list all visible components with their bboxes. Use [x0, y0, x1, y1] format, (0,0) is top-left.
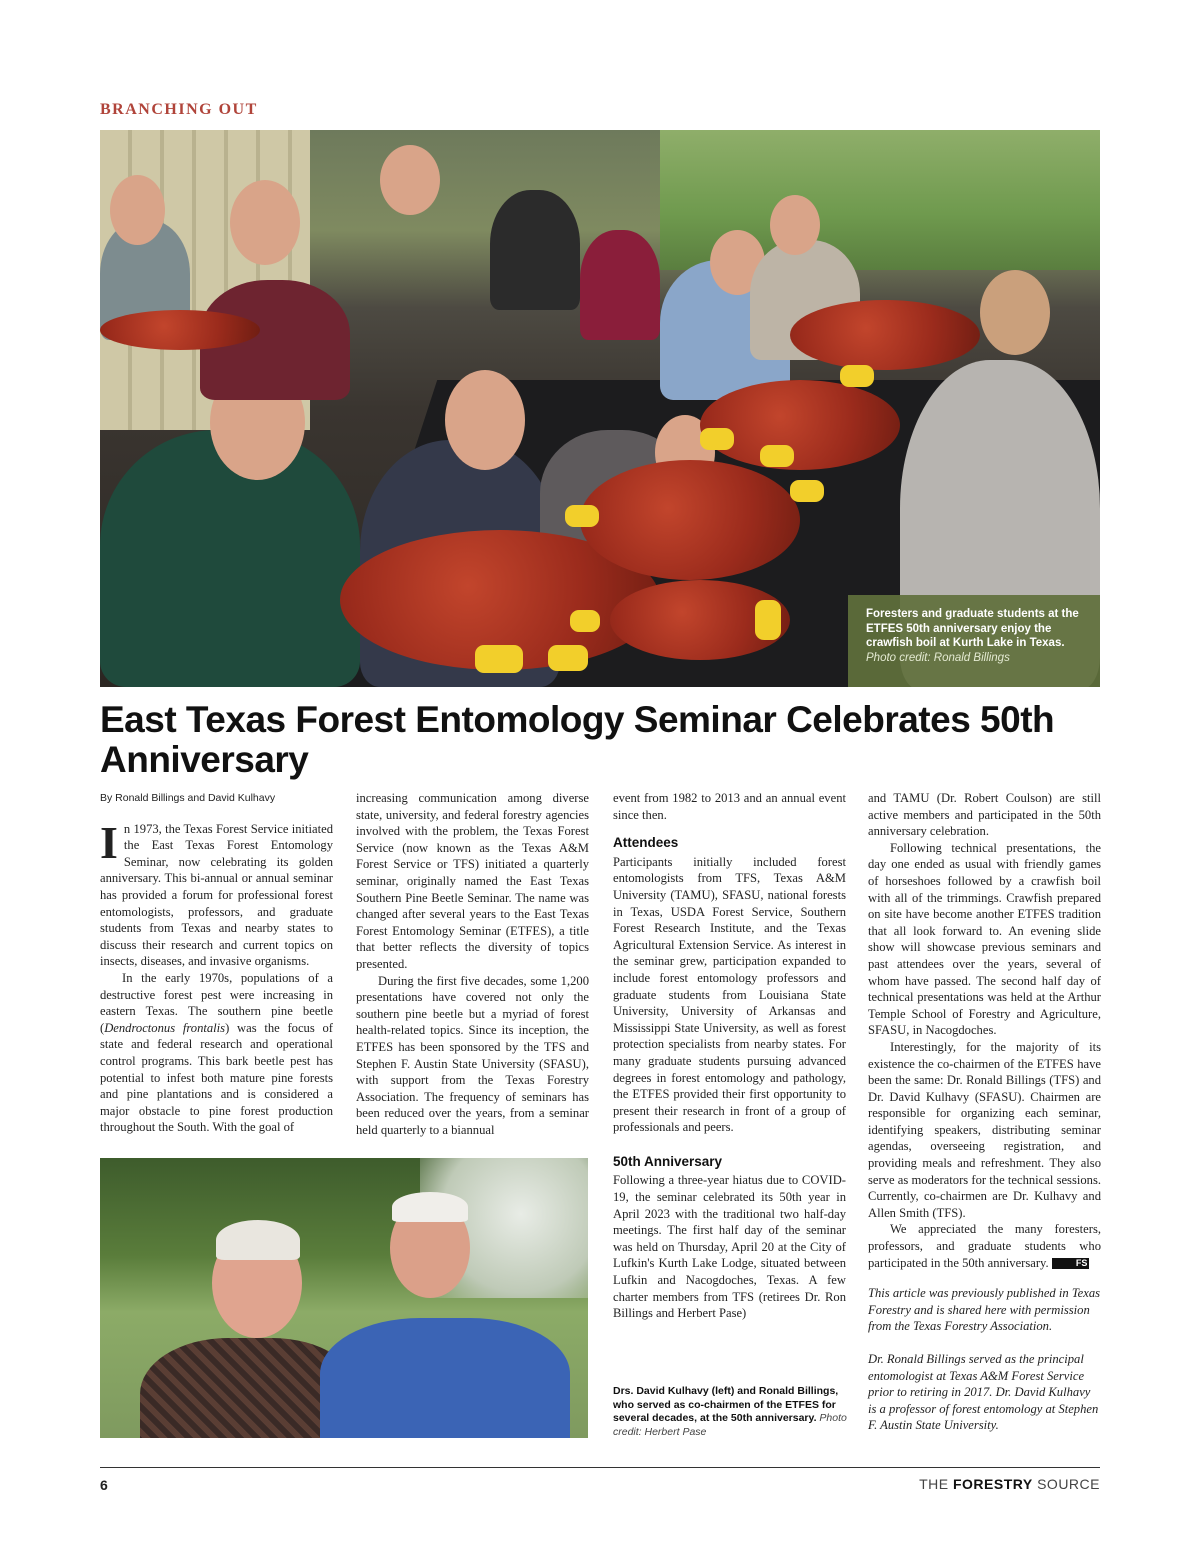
species-name: Dendroctonus frontalis: [104, 1020, 226, 1035]
col4-paragraph-4: We appreciated the many foresters, professors, and graduate students who participated in the 50th anniversary. FS: [868, 1222, 1101, 1270]
col3-paragraph-1: event from 1982 to 2013 and an annual event since then.: [613, 791, 846, 822]
col4-paragraph-3: Interestingly, for the majority of its existence the co-chairmen of the ETFES have been the same: Dr. Ronald Billings (TFS) and Dr. David Kulhavy (SFASU). Chairmen are responsible for organizing each seminar, identifying speakers, distributing seminar agendas, overseeing registration, and providing meals and refreshment. They also serve as moderators for the technical sessions. Currently, co-chairmen are Dr. Kulhavy and Allen Smith (TFS).: [868, 1039, 1101, 1220]
republish-note: This article was previously published in Texas Forestry and is shared here with permission from the Texas Forestry Association.: [868, 1286, 1101, 1334]
column-2: [356, 790, 589, 1138]
col2-paragraph-1: increasing communication among diverse state, university, and federal forestry agencies involved with the problem, the Texas Forest Service (now known as the Texas A&M Forest Service or TFS) initiated a quarterly seminar, originally named the East Texas Southern Pine Beetle Seminar. The name was changed after several years to the East Texas Forest Entomology Seminar (ETFES), a title that better reflects the diversity of topics presented.: [356, 791, 589, 971]
fs-end-badge: FS: [1052, 1258, 1090, 1269]
col3-paragraph-3: Following a three-year hiatus due to COVID-19, the seminar celebrated its 50th year in April 2023 with the traditional two half-day meetings. The first half day of the seminar was held on Thursday, April 20 at the City of Lufkin's Kurth Lake Lodge, situated between Lufkin and Nacogdoches, Texas. A few charter members from TFS (retirees Dr. Ron Billings and Herbert Pase): [613, 1173, 846, 1321]
section-label: BRANCHING OUT: [100, 101, 258, 118]
column-4: [868, 790, 1101, 1434]
col4-paragraph-2: Following technical presentations, the day one ended as usual with friendly games of horseshoes followed by a crawfish boil with all of the trimmings. Crawfish prepared on site have become another ETFES tradition that all look forward to. An evening slide show will showcase previous seminars and past attendees over the years, several of whom have passed. The second half day of technical presentations was held at the Arthur Temple School of Forestry and Agriculture, SFASU, in Nacogdoches.: [868, 840, 1101, 1038]
author-bio: Dr. Ronald Billings served as the principal entomologist at Texas A&M Forest Service prior to retiring in 2017. Dr. David Kulhavy is a professor of forest entomology at Stephen F. Austin State University.: [868, 1352, 1099, 1433]
article-title: East Texas Forest Entomology Seminar Celebrates 50th Anniversary: [100, 699, 1055, 780]
footer-rule: [100, 1467, 1100, 1468]
photo2-caption: [613, 1385, 848, 1439]
col2-paragraph-2: During the first five decades, some 1,200 presentations have covered not only the southern pine beetle but a myriad of forest health-related topics. Since its inception, the ETFES has been sponsored by the TFS and Stephen F. Austin State University (SFASU), with support from the Texas Forestry Association. The frequency of seminars has been reduced over the years, from a seminar held quarterly to a biannual: [356, 973, 589, 1137]
publication-name: THE FORESTRY SOURCE: [919, 1476, 1100, 1492]
subhead-50th-anniversary: 50th Anniversary: [613, 1153, 723, 1169]
photo2-caption-credit: Photo credit: Herbert Pase: [613, 1412, 847, 1438]
col4-paragraph-1: and TAMU (Dr. Robert Coulson) are still active members and participated in the 50th anniversary celebration.: [868, 791, 1101, 839]
hero-caption: [848, 595, 1100, 687]
column-3: [613, 790, 846, 1322]
photo2-caption-text: Drs. David Kulhavy (left) and Ronald Billings, who served as co-chairmen of the ETFES for several decades, at the 50th anniversary.: [613, 1385, 839, 1424]
column-1: [100, 790, 333, 1136]
subhead-attendees: Attendees: [613, 835, 679, 851]
page-number: 6: [100, 1477, 108, 1493]
byline: By Ronald Billings and David Kulhavy: [100, 792, 276, 804]
col1-paragraph-1: In 1973, the Texas Forest Service initiated the East Texas Forest Entomology Seminar, now celebrating its golden anniversary. This bi-annual or annual seminar has provided a forum for professional forest entomologists, professors, and graduate students from Texas and nearby states to discuss their research and current topics on insects, diseases, and invasive organisms.: [100, 816, 333, 969]
drop-cap: I: [100, 816, 118, 868]
col1-paragraph-2: In the early 1970s, populations of a destructive forest pest were increasing in eastern Texas. The southern pine beetle (Dendroctonus frontalis) was the focus of state and federal research and operational control programs. This bark beetle pest has potential to infest both mature pine forests and pine plantations and is considered a major obstacle to pine forest production throughout the South. With the goal of: [100, 970, 333, 1135]
col3-paragraph-2: Participants initially included forest entomologists from TFS, Texas A&M University (TAMU), SFASU, national forests in Texas, USDA Forest Service, Southern Forest Research Institute, and the Texas Agricultural Extension Service. As interest in the seminar grew, participation expanded to include forest entomology professors and graduate students from Louisiana State University, University of Arkansas and Mississippi State University, as well as forest protection specialists from nearby states. For many graduate students pursuing advanced degrees in forest entomology and pathology, the ETFES provided their first opportunity to present their research in front of a group of professionals and peers.: [613, 854, 846, 1135]
cochairmen-photo: [100, 1158, 588, 1438]
hero-caption-text: Foresters and graduate students at the ETFES 50th anniversary enjoy the crawfish boil at Kurth Lake in Texas.: [866, 608, 1079, 649]
hero-photo: [100, 130, 1100, 687]
hero-caption-credit: Photo credit: Ronald Billings: [866, 651, 1010, 664]
